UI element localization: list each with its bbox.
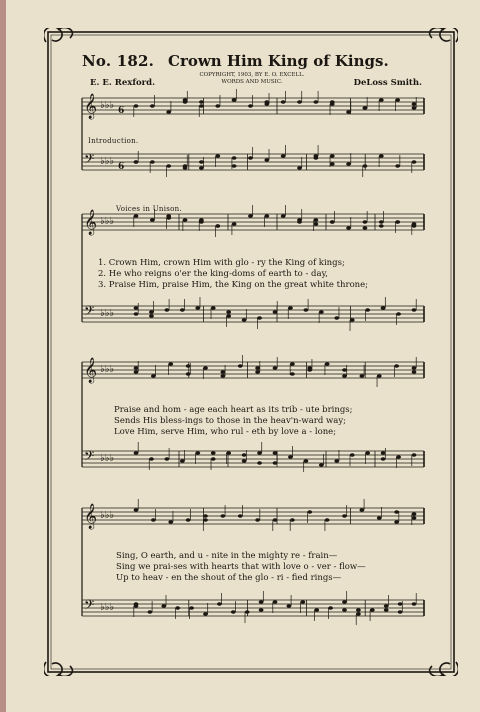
note-head: [199, 104, 204, 108]
lyric-line: Up to heav - en the shout of the glo - ri - fied rings—: [116, 573, 342, 583]
note-head: [363, 164, 368, 168]
note-head: [412, 106, 417, 110]
note-head: [195, 306, 200, 310]
note-head: [313, 100, 318, 104]
voices-label: Voices in Unison.: [116, 205, 183, 213]
note-head: [342, 368, 347, 372]
note-head: [287, 604, 292, 608]
time-signature: 6: [118, 162, 125, 172]
note-head: [384, 608, 389, 612]
note-head: [168, 520, 173, 524]
note-head: [313, 218, 318, 222]
composer-credit: DeLoss Smith.: [353, 78, 422, 88]
note-head: [220, 374, 225, 378]
note-head: [203, 612, 208, 616]
note-head: [346, 162, 351, 166]
note-head: [412, 516, 417, 520]
note-head: [330, 154, 335, 158]
note-head: [264, 158, 269, 162]
lyric-line: Sends His bless-ings to those in the heav'n-ward way;: [114, 416, 346, 426]
note-head: [134, 366, 139, 370]
note-head: [330, 162, 335, 166]
time-signature: 6: [118, 106, 125, 116]
note-head: [161, 604, 166, 608]
note-head: [395, 164, 400, 168]
note-head: [134, 312, 139, 316]
note-head: [396, 312, 401, 316]
note-head: [164, 457, 169, 461]
note-head: [412, 224, 417, 228]
note-head: [134, 602, 139, 606]
note-head: [297, 166, 302, 170]
note-head: [342, 374, 347, 378]
note-head: [211, 306, 216, 310]
note-head: [215, 224, 220, 228]
note-head: [186, 372, 191, 376]
key-signature-icon: ♭♭♭: [100, 100, 115, 111]
lyrics-system-1: [98, 258, 428, 291]
note-head: [395, 98, 400, 102]
hymn-title: Crown Him King of Kings.: [168, 52, 389, 70]
note-head: [398, 610, 403, 614]
note-head: [232, 222, 237, 226]
note-head: [346, 226, 351, 230]
treble-clef-icon: 𝄞: [84, 94, 98, 119]
note-head: [379, 154, 384, 158]
note-head: [232, 164, 237, 168]
note-head: [186, 518, 191, 522]
note-head: [342, 600, 347, 604]
note-head: [297, 100, 302, 104]
bass-clef-icon: 𝄢: [84, 448, 95, 467]
note-head: [211, 457, 216, 461]
note-head: [381, 306, 386, 310]
note-head: [412, 370, 417, 374]
note-head: [134, 214, 139, 218]
note-head: [166, 110, 171, 114]
note-head: [381, 451, 386, 455]
note-head: [215, 104, 220, 108]
note-head: [150, 104, 155, 108]
key-signature-icon: ♭♭♭: [100, 216, 115, 227]
note-head: [273, 310, 278, 314]
note-head: [398, 602, 403, 606]
note-head: [334, 316, 339, 320]
note-head: [359, 508, 364, 512]
note-head: [248, 214, 253, 218]
note-head: [350, 318, 355, 322]
note-head: [342, 608, 347, 612]
note-head: [203, 514, 208, 518]
note-head: [273, 366, 278, 370]
note-head: [238, 364, 243, 368]
note-head: [379, 220, 384, 224]
note-head: [412, 102, 417, 106]
note-head: [307, 366, 312, 370]
note-head: [255, 518, 260, 522]
note-head: [226, 310, 231, 314]
lyric-line: 2. He who reigns o'er the king-doms of earth to - day,: [98, 269, 328, 279]
copyright-subline: WORDS AND MUSIC.: [221, 79, 283, 85]
note-head: [288, 455, 293, 459]
note-head: [290, 362, 295, 366]
note-head: [313, 222, 318, 226]
note-head: [189, 606, 194, 610]
note-head: [363, 220, 368, 224]
bass-clef-icon: 𝄢: [84, 151, 95, 170]
note-head: [232, 98, 237, 102]
key-signature-icon: ♭♭♭: [100, 510, 115, 521]
key-signature-icon: ♭♭♭: [100, 308, 115, 319]
note-head: [166, 164, 171, 168]
note-head: [248, 156, 253, 160]
note-head: [220, 514, 225, 518]
note-head: [180, 459, 185, 463]
note-head: [328, 606, 333, 610]
note-head: [199, 220, 204, 224]
lyric-line: Sing, O earth, and u - nite in the mighty re - frain—: [116, 551, 338, 561]
note-head: [183, 98, 188, 102]
note-head: [319, 310, 324, 314]
note-head: [379, 224, 384, 228]
note-head: [175, 606, 180, 610]
note-head: [186, 364, 191, 368]
note-head: [238, 514, 243, 518]
note-head: [379, 98, 384, 102]
note-head: [257, 316, 262, 320]
note-head: [412, 453, 417, 457]
note-head: [149, 457, 154, 461]
note-head: [370, 608, 375, 612]
note-head: [242, 318, 247, 322]
note-head: [346, 110, 351, 114]
note-head: [211, 451, 216, 455]
note-head: [365, 308, 370, 312]
note-head: [257, 461, 262, 465]
note-head: [151, 518, 156, 522]
copyright-line: COPYRIGHT, 1903, BY E. O. EXCELL.: [199, 72, 305, 78]
note-head: [319, 463, 324, 467]
note-head: [394, 520, 399, 524]
note-head: [290, 372, 295, 376]
note-head: [359, 374, 364, 378]
note-head: [330, 100, 335, 104]
key-signature-icon: ♭♭♭: [100, 156, 115, 167]
note-head: [363, 106, 368, 110]
note-head: [134, 160, 139, 164]
lyric-line: Love Him, serve Him, who rul - eth by love a - lone;: [114, 427, 337, 437]
note-head: [281, 154, 286, 158]
note-head: [281, 100, 286, 104]
note-head: [134, 508, 139, 512]
note-head: [395, 220, 400, 224]
note-head: [330, 220, 335, 224]
note-head: [151, 374, 156, 378]
note-head: [242, 453, 247, 457]
key-signature-icon: ♭♭♭: [100, 602, 115, 613]
note-head: [134, 370, 139, 374]
note-head: [199, 166, 204, 170]
note-head: [307, 510, 312, 514]
note-head: [313, 156, 318, 160]
note-head: [226, 451, 231, 455]
note-head: [150, 160, 155, 164]
note-head: [384, 604, 389, 608]
treble-clef-icon: 𝄞: [84, 358, 98, 383]
lyric-line: Praise and hom - age each heart as its trib - ute brings;: [114, 405, 353, 415]
key-signature-icon: ♭♭♭: [100, 364, 115, 375]
note-head: [203, 366, 208, 370]
note-head: [232, 156, 237, 160]
note-head: [303, 459, 308, 463]
note-head: [259, 600, 264, 604]
author-credit: E. E. Rexford.: [90, 78, 156, 88]
note-head: [199, 160, 204, 164]
note-head: [300, 600, 305, 604]
note-head: [394, 364, 399, 368]
note-head: [273, 518, 278, 522]
note-head: [226, 314, 231, 318]
note-head: [195, 451, 200, 455]
hymn-number: No. 182.: [82, 52, 155, 70]
note-head: [134, 451, 139, 455]
note-head: [356, 612, 361, 616]
note-head: [259, 608, 264, 612]
note-head: [168, 362, 173, 366]
note-head: [297, 220, 302, 224]
note-head: [350, 453, 355, 457]
note-head: [220, 370, 225, 374]
note-head: [412, 366, 417, 370]
note-head: [166, 214, 171, 218]
lyric-line: Sing we prai-ses with hearts that with love o - ver - flow—: [116, 562, 366, 572]
treble-clef-icon: 𝄞: [84, 210, 98, 235]
note-head: [412, 308, 417, 312]
note-head: [412, 512, 417, 516]
note-head: [164, 308, 169, 312]
bass-clef-icon: 𝄢: [84, 303, 95, 322]
treble-clef-icon: 𝄞: [84, 504, 98, 529]
note-head: [242, 459, 247, 463]
note-head: [325, 518, 330, 522]
note-head: [215, 154, 220, 158]
note-head: [248, 104, 253, 108]
note-head: [183, 166, 188, 170]
note-head: [134, 306, 139, 310]
note-head: [217, 602, 222, 606]
note-head: [148, 610, 153, 614]
bass-clef-icon: 𝄢: [84, 597, 95, 616]
note-head: [290, 518, 295, 522]
note-head: [363, 226, 368, 230]
note-head: [334, 459, 339, 463]
note-head: [231, 610, 236, 614]
key-signature-icon: ♭♭♭: [100, 453, 115, 464]
introduction-label: Introduction.: [88, 137, 139, 145]
note-head: [273, 451, 278, 455]
lyrics-system-3: [116, 551, 446, 584]
note-head: [180, 308, 185, 312]
note-head: [396, 455, 401, 459]
note-head: [255, 370, 260, 374]
note-head: [257, 451, 262, 455]
note-head: [134, 104, 139, 108]
note-head: [199, 100, 204, 104]
note-head: [149, 310, 154, 314]
note-head: [342, 514, 347, 518]
note-head: [325, 362, 330, 366]
lyric-line: 1. Crown Him, crown Him with glo - ry the King of kings;: [98, 258, 345, 268]
note-head: [183, 218, 188, 222]
note-head: [281, 214, 286, 218]
note-head: [150, 218, 155, 222]
lyrics-system-2: [114, 405, 444, 438]
note-head: [356, 608, 361, 612]
note-head: [245, 610, 250, 614]
note-head: [381, 457, 386, 461]
note-head: [412, 602, 417, 606]
note-head: [149, 314, 154, 318]
note-head: [377, 516, 382, 520]
note-head: [365, 451, 370, 455]
note-head: [264, 100, 269, 104]
note-head: [255, 366, 260, 370]
note-head: [203, 518, 208, 522]
note-head: [303, 308, 308, 312]
note-head: [288, 306, 293, 310]
lyric-line: 3. Praise Him, praise Him, the King on the great white throne;: [98, 280, 369, 290]
note-head: [314, 608, 319, 612]
note-head: [394, 510, 399, 514]
note-head: [273, 600, 278, 604]
note-head: [273, 461, 278, 465]
note-head: [377, 374, 382, 378]
note-head: [412, 160, 417, 164]
note-head: [264, 214, 269, 218]
